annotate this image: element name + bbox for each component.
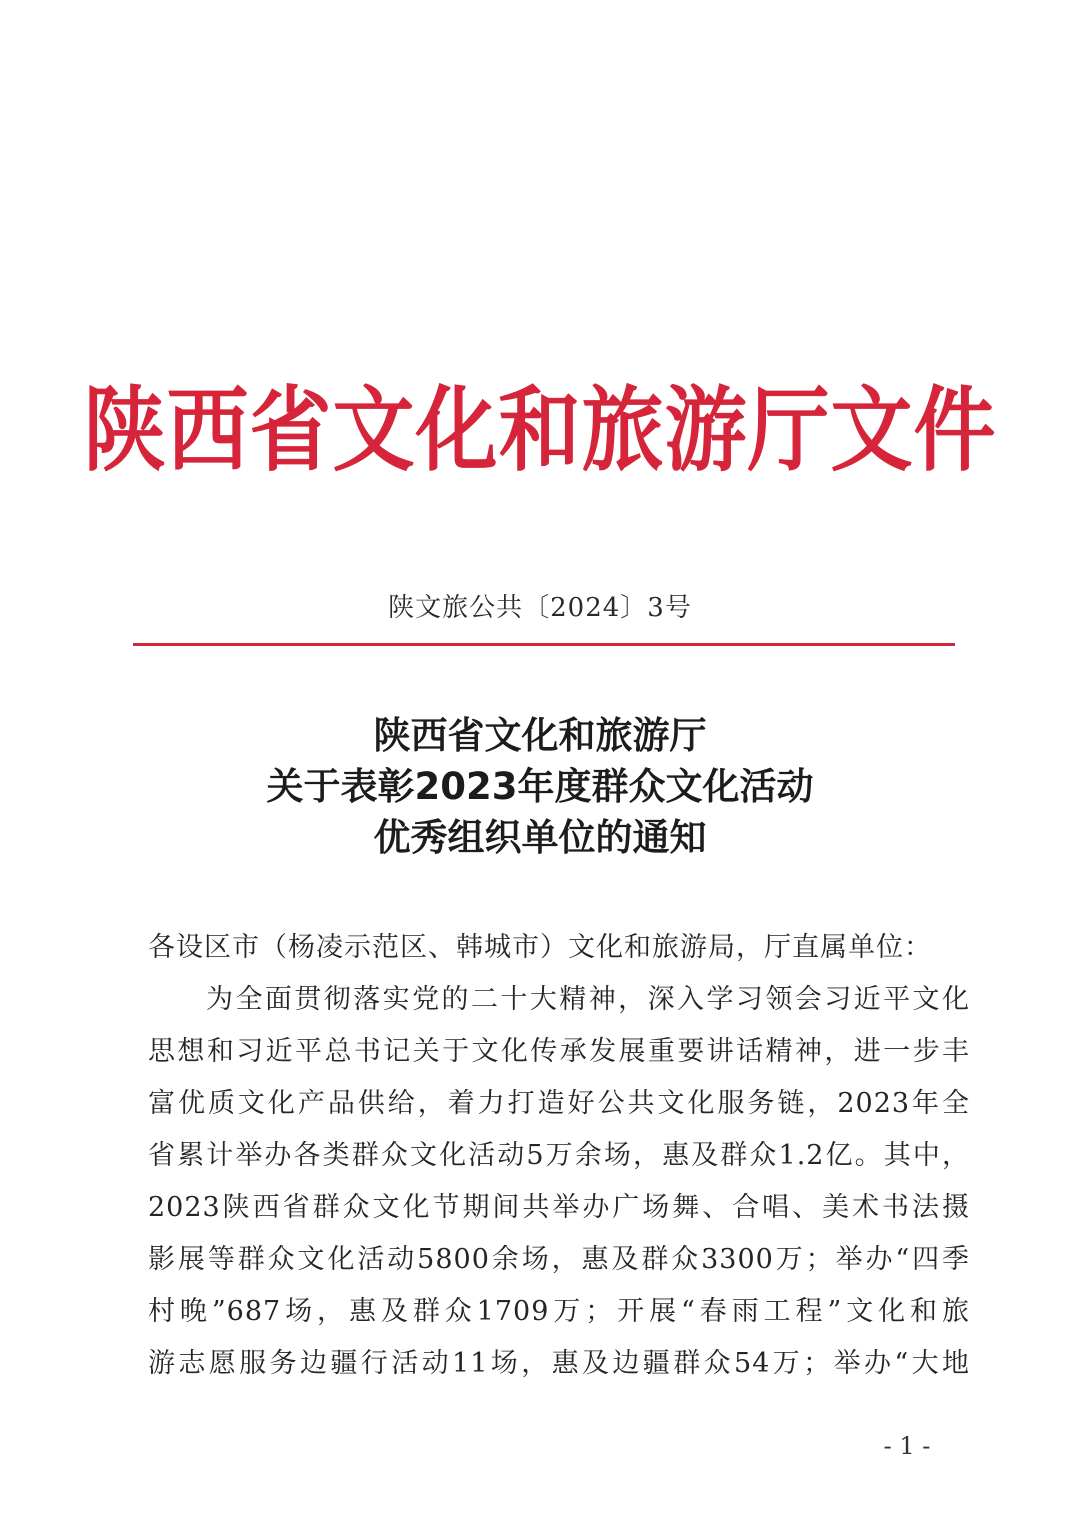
document-body	[148, 922, 970, 1390]
paragraph-line-7: 村晚”687场，惠及群众1709万；开展“春雨工程”文化和旅	[148, 1296, 970, 1327]
title-line-3: 优秀组织单位的通知	[373, 816, 707, 859]
masthead-title: 陕西省文化和旅游厅文件	[83, 377, 997, 485]
paragraph-line-2: 思想和习近平总书记关于文化传承发展重要讲话精神，进一步丰	[148, 1036, 970, 1067]
paragraph-line-3: 富优质文化产品供给，着力打造好公共文化服务链，2023年全	[148, 1088, 970, 1119]
page-number: - 1 -	[883, 1432, 931, 1460]
paragraph-line-6: 影展等群众文化活动5800余场，惠及群众3300万；举办“四季	[148, 1244, 970, 1275]
paragraph-line-4: 省累计举办各类群众文化活动5万余场，惠及群众1.2亿。其中，	[148, 1140, 970, 1171]
red-divider-rule	[133, 643, 955, 646]
salutation: 各设区市（杨凌示范区、韩城市）文化和旅游局，厅直属单位：	[148, 932, 932, 963]
paragraph-line-8: 游志愿服务边疆行活动11场，惠及边疆群众54万；举办“大地	[148, 1348, 970, 1379]
paragraph-line-5: 2023陕西省群众文化节期间共举办广场舞、合唱、美术书法摄	[148, 1192, 970, 1223]
document-title	[0, 710, 1080, 863]
paragraph-line-1: 为全面贯彻落实党的二十大精神，深入学习领会习近平文化	[206, 984, 970, 1015]
title-line-2: 关于表彰2023年度群众文化活动	[266, 765, 814, 808]
document-number: 陕文旅公共〔2024〕3号	[388, 593, 692, 623]
title-line-1: 陕西省文化和旅游厅	[373, 714, 707, 757]
